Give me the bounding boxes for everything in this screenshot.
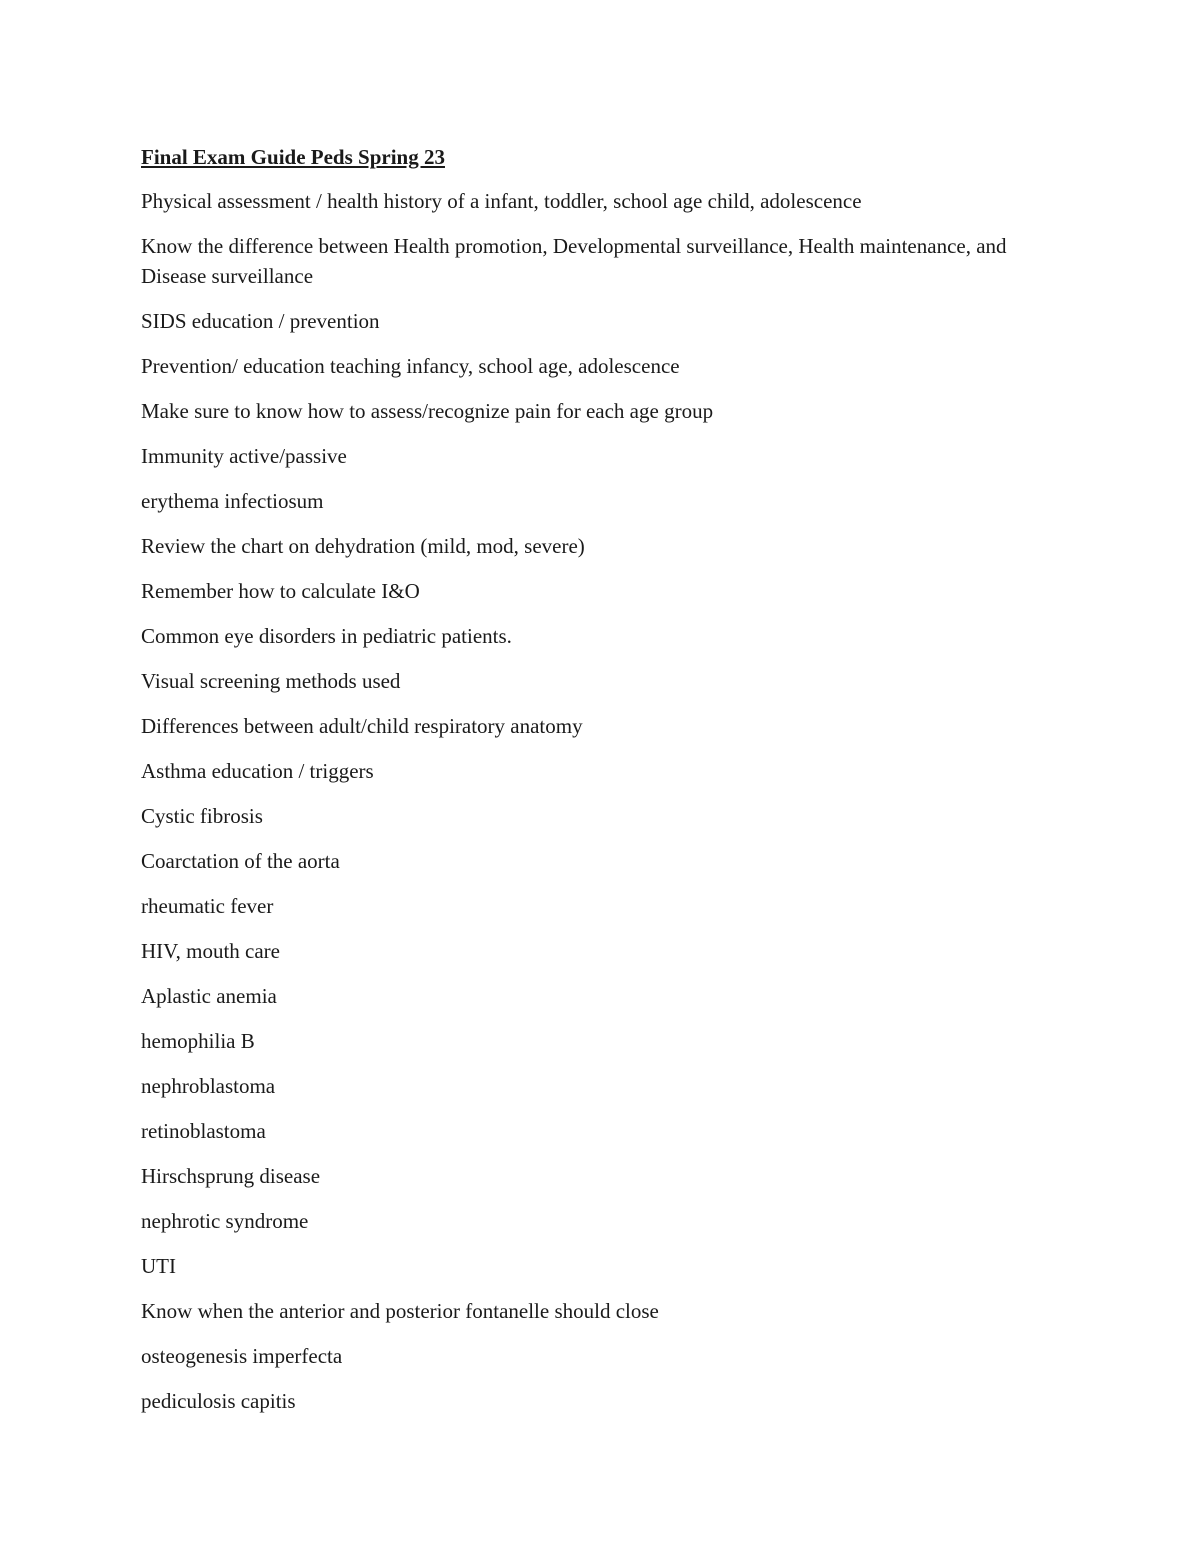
list-item: HIV, mouth care — [141, 938, 280, 963]
list-item: hemophilia B — [141, 1028, 255, 1053]
list-item: SIDS education / prevention — [141, 308, 380, 333]
list-item: Visual screening methods used — [141, 668, 401, 693]
list-item: Aplastic anemia — [141, 983, 277, 1008]
list-item: Cystic fibrosis — [141, 803, 263, 828]
list-item: Common eye disorders in pediatric patients. — [141, 623, 512, 648]
list-item: Differences between adult/child respiratory anatomy — [141, 713, 583, 738]
list-item: erythema infectiosum — [141, 488, 324, 513]
list-item: nephroblastoma — [141, 1073, 276, 1098]
list-item: Hirschsprung disease — [141, 1163, 321, 1188]
list-item: Review the chart on dehydration (mild, mod, severe) — [141, 533, 585, 558]
list-item: rheumatic fever — [141, 893, 274, 918]
list-item: Coarctation of the aorta — [141, 848, 340, 873]
list-item: Prevention/ education teaching infancy, school age, adolescence — [141, 353, 680, 378]
list-item: retinoblastoma — [141, 1118, 266, 1143]
list-item: Know when the anterior and posterior fontanelle should close — [141, 1298, 659, 1323]
list-item: Asthma education / triggers — [141, 758, 374, 783]
list-item: pediculosis capitis — [141, 1388, 296, 1413]
list-item: UTI — [141, 1253, 176, 1278]
list-item: Physical assessment / health history of a infant, toddler, school age child, adolescence — [141, 189, 862, 213]
list-item: nephrotic syndrome — [141, 1208, 309, 1233]
list-item: osteogenesis imperfecta — [141, 1343, 343, 1368]
document-title: Final Exam Guide Peds Spring 23 — [141, 145, 445, 169]
list-item: Remember how to calculate I&O — [141, 578, 420, 603]
list-item: Know the difference between Health promotion, Developmental surveillance, Health maintenance, and Disease surveillance — [141, 234, 1007, 288]
list-item: Make sure to know how to assess/recognize pain for each age group — [141, 398, 714, 423]
document-body — [141, 142, 1041, 1432]
list-item: Immunity active/passive — [141, 443, 347, 468]
